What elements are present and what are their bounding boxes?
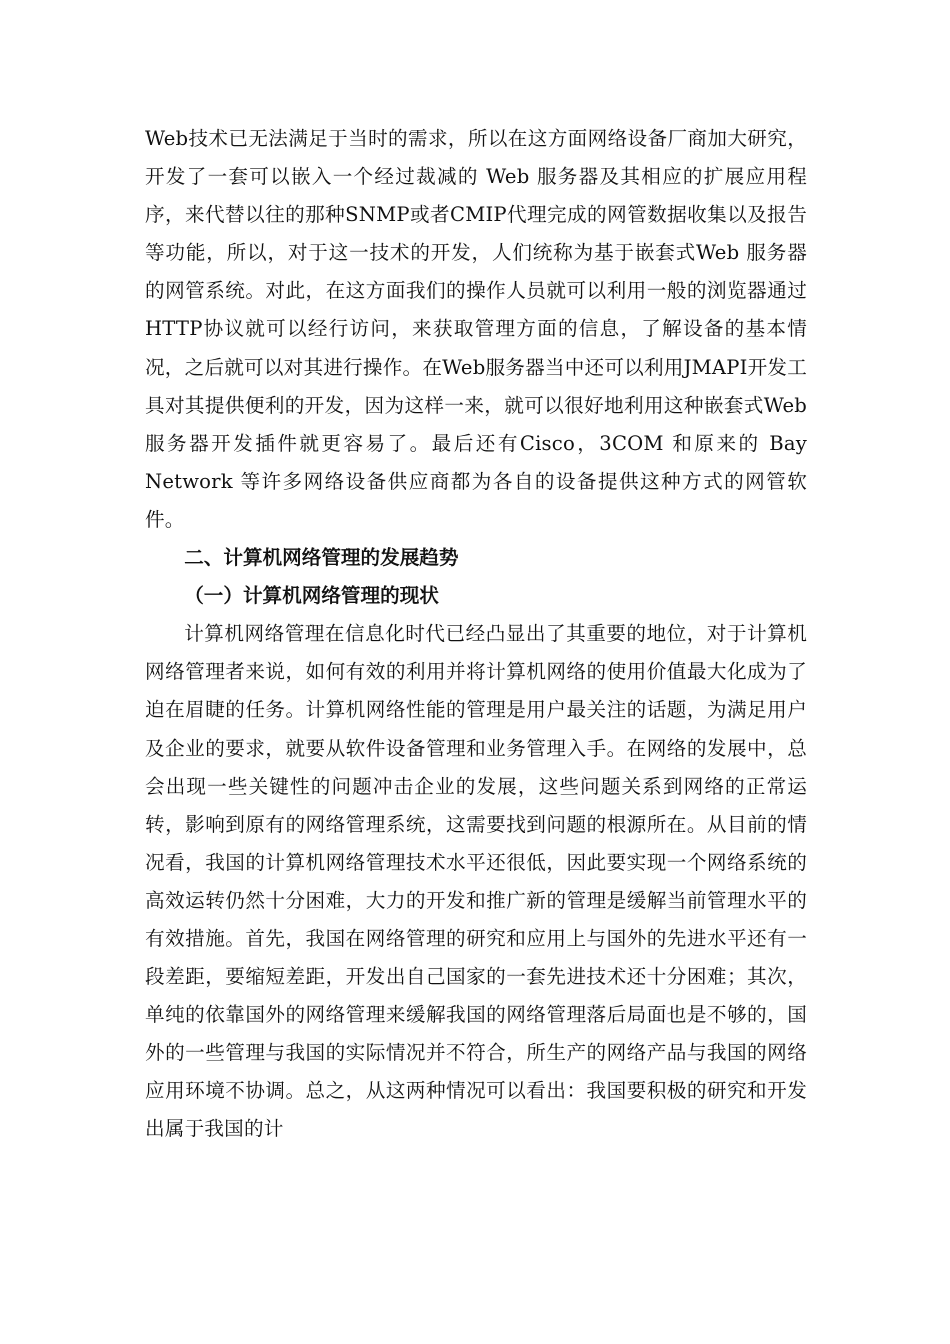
body-paragraph-status: 计算机网络管理在信息化时代已经凸显出了其重要的地位，对于计算机网络管理者来说，如何有效的利用并将计算机网络的使用价值最大化成为了迫在眉睫的任务。计算机网络性能的管理是用户最关注的话题，为满足用户及企业的要求，就要从软件设备管理和业务管理入手。在网络的发展中，总会出现一些关键性的问题冲击企业的发展，这些问题关系到网络的正常运转，影响到原有的网络管理系统，这需要找到问题的根源所在。从目前的情况看，我国的计算机网络管理技术水平还很低，因此要实现一个网络系统的高效运转仍然十分困难，大力的开发和推广新的管理是缓解当前管理水平的有效措施。首先，我国在网络管理的研究和应用上与国外的先进水平还有一段差距，要缩短差距，开发出自己国家的一套先进技术还十分困难；其次，单纯的依靠国外的网络管理来缓解我国的网络管理落后局面也是不够的，国外的一些管理与我国的实际情况并不符合，所生产的网络产品与我国的网络应用环境不协调。总之，从这两种情况可以看出：我国要积极的研究和开发出属于我国的计 [145, 622, 807, 1141]
subsection-heading: （一）计算机网络管理的现状 [184, 584, 439, 608]
body-paragraph-web-server: Web技术已无法满足于当时的需求，所以在这方面网络设备厂商加大研究，开发了一套可以嵌入一个经过裁减的 Web 服务器及其相应的扩展应用程序，来代替以往的那种SNMP或者CMIP代理完成的网管数据收集以及报告等功能，所以，对于这一技术的开发，人们统称为基于嵌套式Web 服务器的网管系统。对此，在这方面我们的操作人员就可以利用一般的浏览器通过HTTP协议就可以经行访问，来获取管理方面的信息，了解设备的基本情况，之后就可以对其进行操作。在Web服务器当中还可以利用JMAPI开发工具对其提供便利的开发，因为这样一来，就可以很好地利用这种嵌套式Web服务器开发插件就更容易了。最后还有Cisco，3COM 和原来的 Bay Network 等许多网络设备供应商都为各自的设备提供这种方式的网管软件。 [145, 127, 807, 531]
section-heading: 二、计算机网络管理的发展趋势 [184, 546, 459, 570]
document-page [145, 120, 807, 1149]
